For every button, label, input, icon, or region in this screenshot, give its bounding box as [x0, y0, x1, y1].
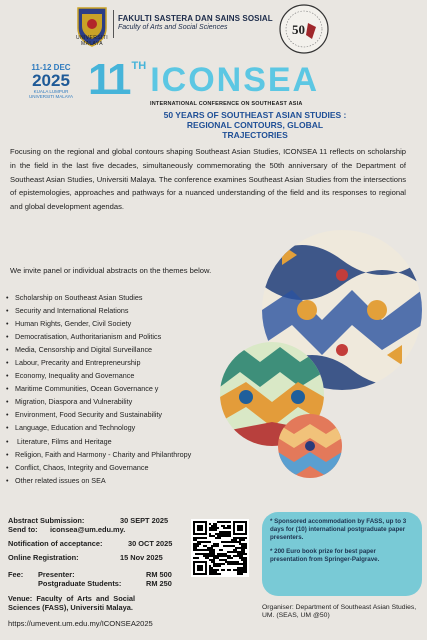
- edition-number: 11: [88, 55, 129, 104]
- intro-paragraph: Focusing on the regional and global contours shaping Southeast Asian Studies, ICONSEA 11 reflects on scholarship in the field in the last five decades, simultaneously commemorating the 50th anniversary of the Department of Southeast Asian Studies, Universiti Malaya. The conference examines Southeast Asian Studies from the intersections of epistemologies, approaches and pathways for a nuanced understanding of the field and its responses to regional and global development agendas.: [10, 147, 406, 212]
- send-label: Send to:: [8, 525, 38, 534]
- venue-line-1: Venue: Faculty of Arts and Social: [8, 594, 136, 603]
- theme-item: [6, 408, 191, 421]
- theme-label: Scholarship on Southeast Asian Studies: [15, 293, 143, 302]
- theme-label: Human Rights, Gender, Civil Society: [15, 319, 132, 329]
- theme-label: Economy, Inequality and Governance: [15, 371, 135, 381]
- theme-item: [6, 474, 191, 487]
- bullet-icon: •: [6, 384, 9, 394]
- theme-item: [6, 435, 191, 448]
- presenter-fee: RM 500: [146, 570, 172, 579]
- theme-item: [6, 448, 191, 461]
- theme-item: [6, 343, 191, 356]
- edition-suffix: TH: [131, 60, 147, 72]
- theme-label: Security and International Relations: [15, 306, 129, 316]
- theme-item: [6, 395, 191, 408]
- theme-item: [6, 291, 191, 304]
- theme-item: [6, 382, 191, 395]
- event-url-link[interactable]: https://umevent.um.edu.my/ICONSEA2025: [8, 619, 153, 628]
- anniversary-seal-icon: [278, 3, 330, 55]
- event-date-block: [22, 63, 80, 99]
- theme-item: [6, 330, 191, 343]
- header-divider: [113, 10, 114, 38]
- registration-date: 15 Nov 2025: [120, 553, 163, 562]
- notification-label: Notification of acceptance:: [8, 539, 103, 548]
- university-name: UNIVERSITI MALAYA: [75, 35, 109, 47]
- bullet-icon: •: [6, 436, 9, 446]
- event-year: 2025: [32, 71, 70, 90]
- fee-label: Fee:: [8, 570, 24, 579]
- bullet-icon: •: [6, 332, 9, 342]
- theme-item: [6, 461, 191, 474]
- themes-list: [6, 291, 191, 487]
- theme-item: [6, 356, 191, 369]
- theme-label: Conflict, Chaos, Integrity and Governance: [15, 462, 149, 472]
- bullet-icon: •: [6, 449, 9, 459]
- organiser-text: Organiser: Department of Southeast Asian Studies, UM. (SEAS, UM @50): [262, 604, 417, 619]
- postgraduate-label: Postgraduate Students:: [38, 579, 122, 588]
- bullet-icon: •: [6, 410, 9, 420]
- bullet-icon: •: [6, 462, 9, 472]
- bullet-icon: •: [6, 475, 9, 485]
- bullet-icon: •: [6, 371, 9, 381]
- theme-item: [6, 421, 191, 434]
- theme-item: [6, 369, 191, 382]
- bullet-icon: •: [6, 306, 9, 316]
- theme-label: Literature, Films and Heritage: [15, 436, 112, 446]
- note-accommodation: * Sponsored accommodation by FASS, up to 3 days for (10) international postgraduate paper presenters.: [270, 518, 407, 541]
- abstract-date: 30 SEPT 2025: [120, 516, 169, 525]
- note-book-prize: * 200 Euro book prize for best paper presentation from Springer-Palgrave.: [270, 548, 380, 563]
- theme-label: Migration, Diaspora and Vulnerability: [15, 397, 133, 407]
- theme-item: [6, 304, 191, 317]
- bullet-icon: •: [6, 358, 9, 368]
- theme-label: Other related issues on SEA: [15, 475, 106, 485]
- conference-name: ICONSEA: [150, 61, 320, 99]
- registration-label: Online Registration:: [8, 553, 79, 562]
- venue-line-2: Sciences (FASS), Universiti Malaya.: [8, 603, 133, 612]
- bullet-icon: •: [6, 423, 9, 433]
- bullet-icon: •: [6, 319, 9, 329]
- invite-text: We invite panel or individual abstracts on the themes below.: [10, 266, 212, 275]
- faculty-subtitle: Faculty of Arts and Social Sciences: [118, 24, 228, 31]
- seal-number: 50: [292, 22, 305, 37]
- presenter-label: Presenter:: [38, 570, 75, 579]
- faculty-title: FAKULTI SASTERA DAN SAINS SOSIAL: [118, 14, 273, 23]
- bullet-icon: •: [6, 293, 9, 302]
- theme-label: Religion, Faith and Harmony - Charity and Philanthropy: [15, 449, 192, 459]
- theme-label: Labour, Precarity and Entrepreneurship: [15, 358, 141, 368]
- sponsorship-notes-box: [262, 512, 422, 596]
- event-venue-short: UNIVERSITI MALAYA: [28, 94, 74, 99]
- conference-full-name: INTERNATIONAL CONFERENCE ON SOUTHEAST ASIA: [150, 101, 303, 107]
- postgraduate-fee: RM 250: [146, 579, 172, 588]
- ikat-pattern-circle-small: [278, 414, 342, 478]
- registration-qr-code-icon[interactable]: [191, 519, 249, 577]
- bullet-icon: •: [6, 397, 9, 407]
- abstract-label: Abstract Submission:: [8, 516, 85, 525]
- send-email[interactable]: iconsea@um.edu.my.: [50, 525, 126, 534]
- event-city: KUALA LUMPUR: [33, 89, 69, 94]
- theme-label: Democratisation, Authoritarianism and Politics: [15, 332, 162, 342]
- theme-label: Maritime Communities, Ocean Governance y: [15, 384, 159, 394]
- event-dates: 11-12 DEC: [31, 63, 71, 72]
- bullet-icon: •: [6, 345, 9, 355]
- notification-date: 30 OCT 2025: [128, 539, 173, 548]
- theme-label: Media, Censorship and Digital Surveillance: [15, 345, 153, 355]
- theme-label: Environment, Food Security and Sustainability: [15, 410, 163, 420]
- theme-label: Language, Education and Technology: [15, 423, 136, 433]
- conference-subtitle: 50 YEARS OF SOUTHEAST ASIAN STUDIES : REGIONAL CONTOURS, GLOBAL TRAJECTORIES: [163, 110, 347, 140]
- theme-item: [6, 317, 191, 330]
